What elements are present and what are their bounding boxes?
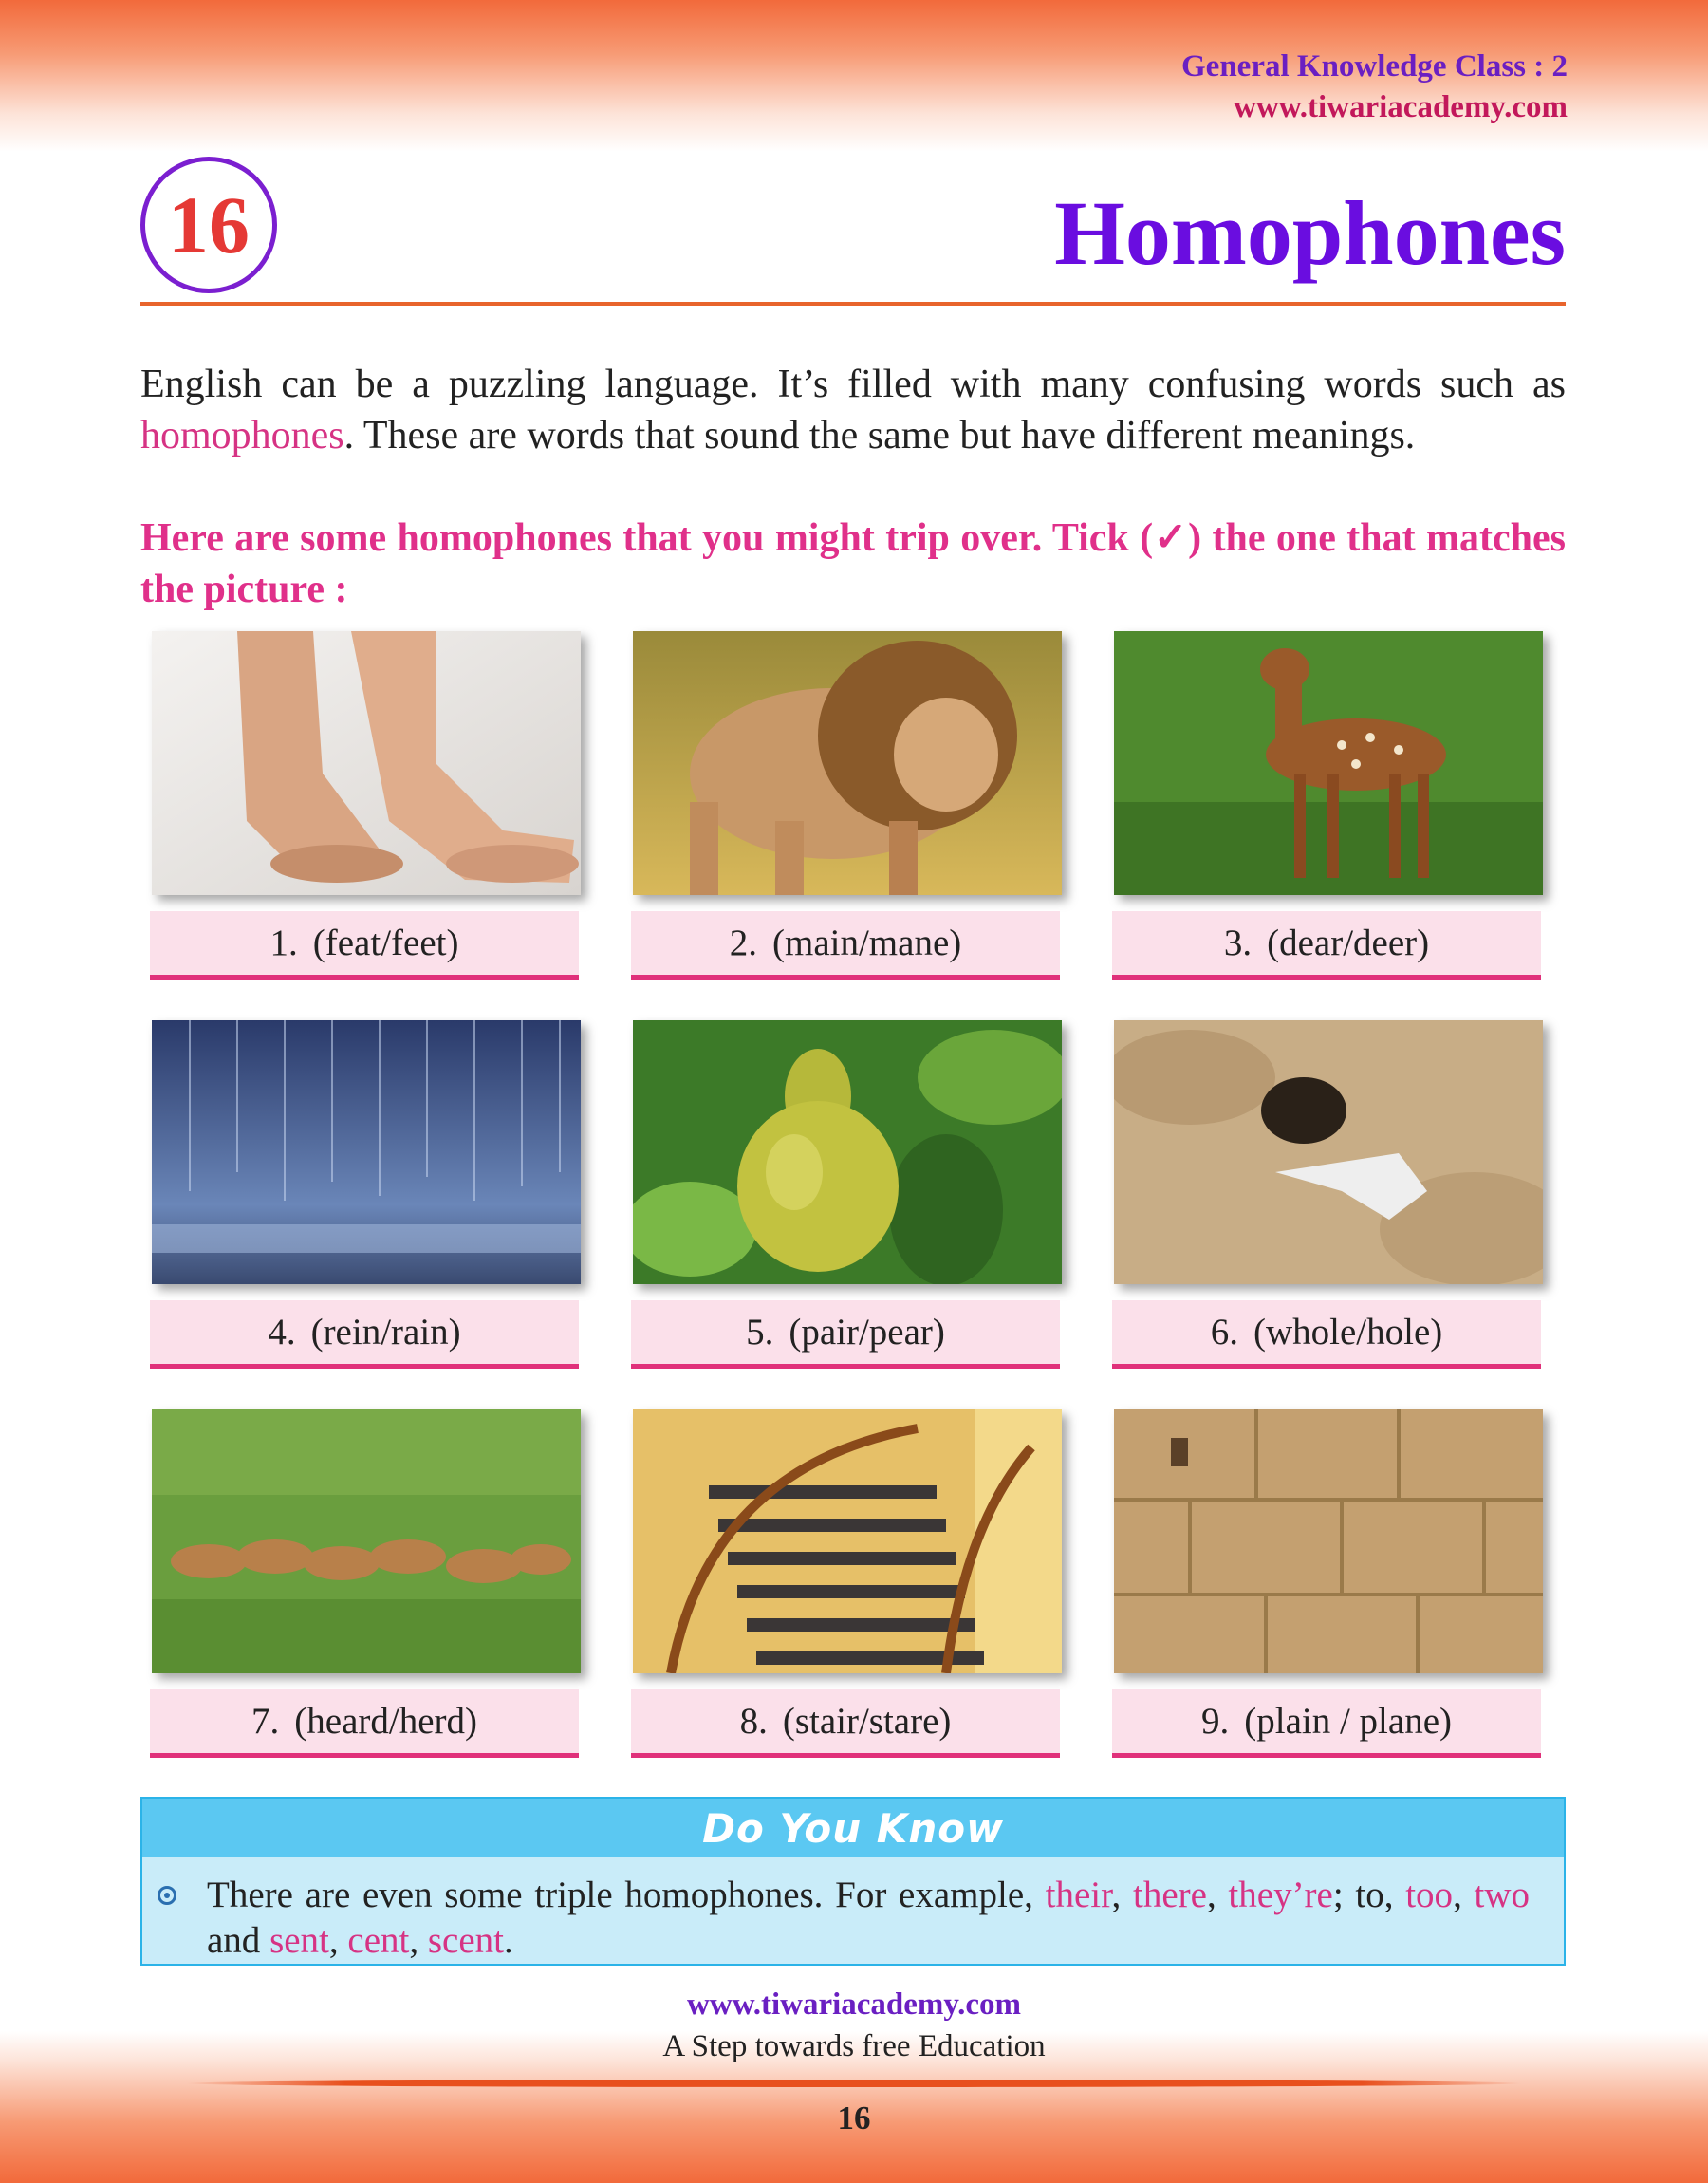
item-number: 9.: [1201, 1701, 1230, 1742]
grid-item: [623, 1400, 1069, 1775]
pear-photo: [633, 1020, 1062, 1284]
item-number: 8.: [739, 1701, 768, 1742]
do-you-know-heading: Do You Know: [142, 1799, 1564, 1857]
dyk-sep: ,: [328, 1920, 348, 1961]
intro-text-1: English can be a puzzling language. It’s filled with many confusing words such as: [140, 363, 1566, 406]
chapter-number-badge: 16: [140, 157, 277, 293]
item-options: (pair/pear): [789, 1312, 945, 1353]
item-options: (dear/deer): [1267, 923, 1430, 963]
herd-photo: [152, 1409, 581, 1673]
dyk-sep: ,: [409, 1920, 428, 1961]
item-options: (plain / plane): [1244, 1701, 1452, 1742]
dyk-word: scent: [427, 1920, 504, 1961]
item-label[interactable]: [631, 911, 1060, 980]
item-number: 4.: [268, 1312, 296, 1353]
item-options: (main/mane): [772, 923, 962, 963]
item-options: (rein/rain): [310, 1312, 461, 1353]
title-divider: [140, 302, 1566, 306]
hole-photo: [1114, 1020, 1543, 1284]
chapter-title: Homophones: [1054, 182, 1566, 284]
stairs-photo: [633, 1409, 1062, 1673]
dyk-word: sent: [269, 1920, 329, 1961]
dyk-text: There are even some triple homophones. For example,: [207, 1875, 1046, 1915]
bullet-icon: [158, 1886, 176, 1905]
item-number: 7.: [251, 1701, 280, 1742]
page-header: [1181, 49, 1568, 125]
item-options: (whole/hole): [1253, 1312, 1443, 1353]
item-options: (stair/stare): [782, 1701, 952, 1742]
dyk-sep: ,: [1111, 1875, 1133, 1915]
deer-photo: [1114, 631, 1543, 895]
item-label[interactable]: [1112, 1300, 1541, 1369]
grid-item: [1105, 622, 1550, 997]
dyk-word: two: [1474, 1875, 1531, 1915]
item-number: 2.: [729, 923, 757, 963]
item-number: 5.: [746, 1312, 774, 1353]
footer-divider: [185, 2080, 1523, 2087]
item-label[interactable]: [150, 911, 579, 980]
do-you-know-box: [140, 1797, 1566, 1966]
item-label[interactable]: [150, 1300, 579, 1369]
grid-item: [142, 1011, 588, 1386]
footer-website[interactable]: www.tiwariacademy.com: [687, 1987, 1021, 2022]
item-label[interactable]: [150, 1689, 579, 1758]
item-label[interactable]: [1112, 911, 1541, 980]
grid-item: [142, 622, 588, 997]
item-label[interactable]: [631, 1300, 1060, 1369]
dyk-word: they’re: [1228, 1875, 1333, 1915]
lion-photo: [633, 631, 1062, 895]
picture-grid: [142, 622, 1566, 1775]
dyk-sep: .: [504, 1920, 513, 1961]
grid-item: [1105, 1011, 1550, 1386]
exercise-instruction: Here are some homophones that you might trip over. Tick (✓) the one that matches the picture :: [140, 516, 1566, 611]
stone-wall-photo: [1114, 1409, 1543, 1673]
grid-item: [1105, 1400, 1550, 1775]
header-website: www.tiwariacademy.com: [1234, 90, 1568, 124]
item-options: (feat/feet): [312, 923, 459, 963]
page-number: 16: [837, 2099, 871, 2136]
intro-text-2: . These are words that sound the same but have different meanings.: [343, 414, 1416, 457]
item-label[interactable]: [631, 1689, 1060, 1758]
dyk-word: cent: [347, 1920, 410, 1961]
intro-highlight: homophones: [140, 414, 344, 457]
item-number: 1.: [269, 923, 298, 963]
item-number: 6.: [1210, 1312, 1238, 1353]
dyk-word: their: [1045, 1875, 1112, 1915]
dyk-word: too: [1405, 1875, 1454, 1915]
item-label[interactable]: [1112, 1689, 1541, 1758]
dyk-sep: ,: [1206, 1875, 1229, 1915]
dyk-sep: ,: [1453, 1875, 1475, 1915]
dyk-word: there: [1133, 1875, 1207, 1915]
grid-item: [623, 1011, 1069, 1386]
subject-label: General Knowledge Class : 2: [1181, 49, 1568, 84]
rain-photo: [152, 1020, 581, 1284]
grid-item: [142, 1400, 588, 1775]
feet-photo: [152, 631, 581, 895]
grid-item: [623, 622, 1069, 997]
footer-tagline: A Step towards free Education: [662, 2029, 1046, 2063]
do-you-know-body: [142, 1857, 1564, 1964]
item-number: 3.: [1223, 923, 1253, 963]
intro-paragraph: [140, 359, 1566, 461]
dyk-sep: and: [207, 1920, 270, 1961]
item-options: (heard/herd): [294, 1701, 477, 1742]
dyk-sep: ; to,: [1332, 1875, 1406, 1915]
